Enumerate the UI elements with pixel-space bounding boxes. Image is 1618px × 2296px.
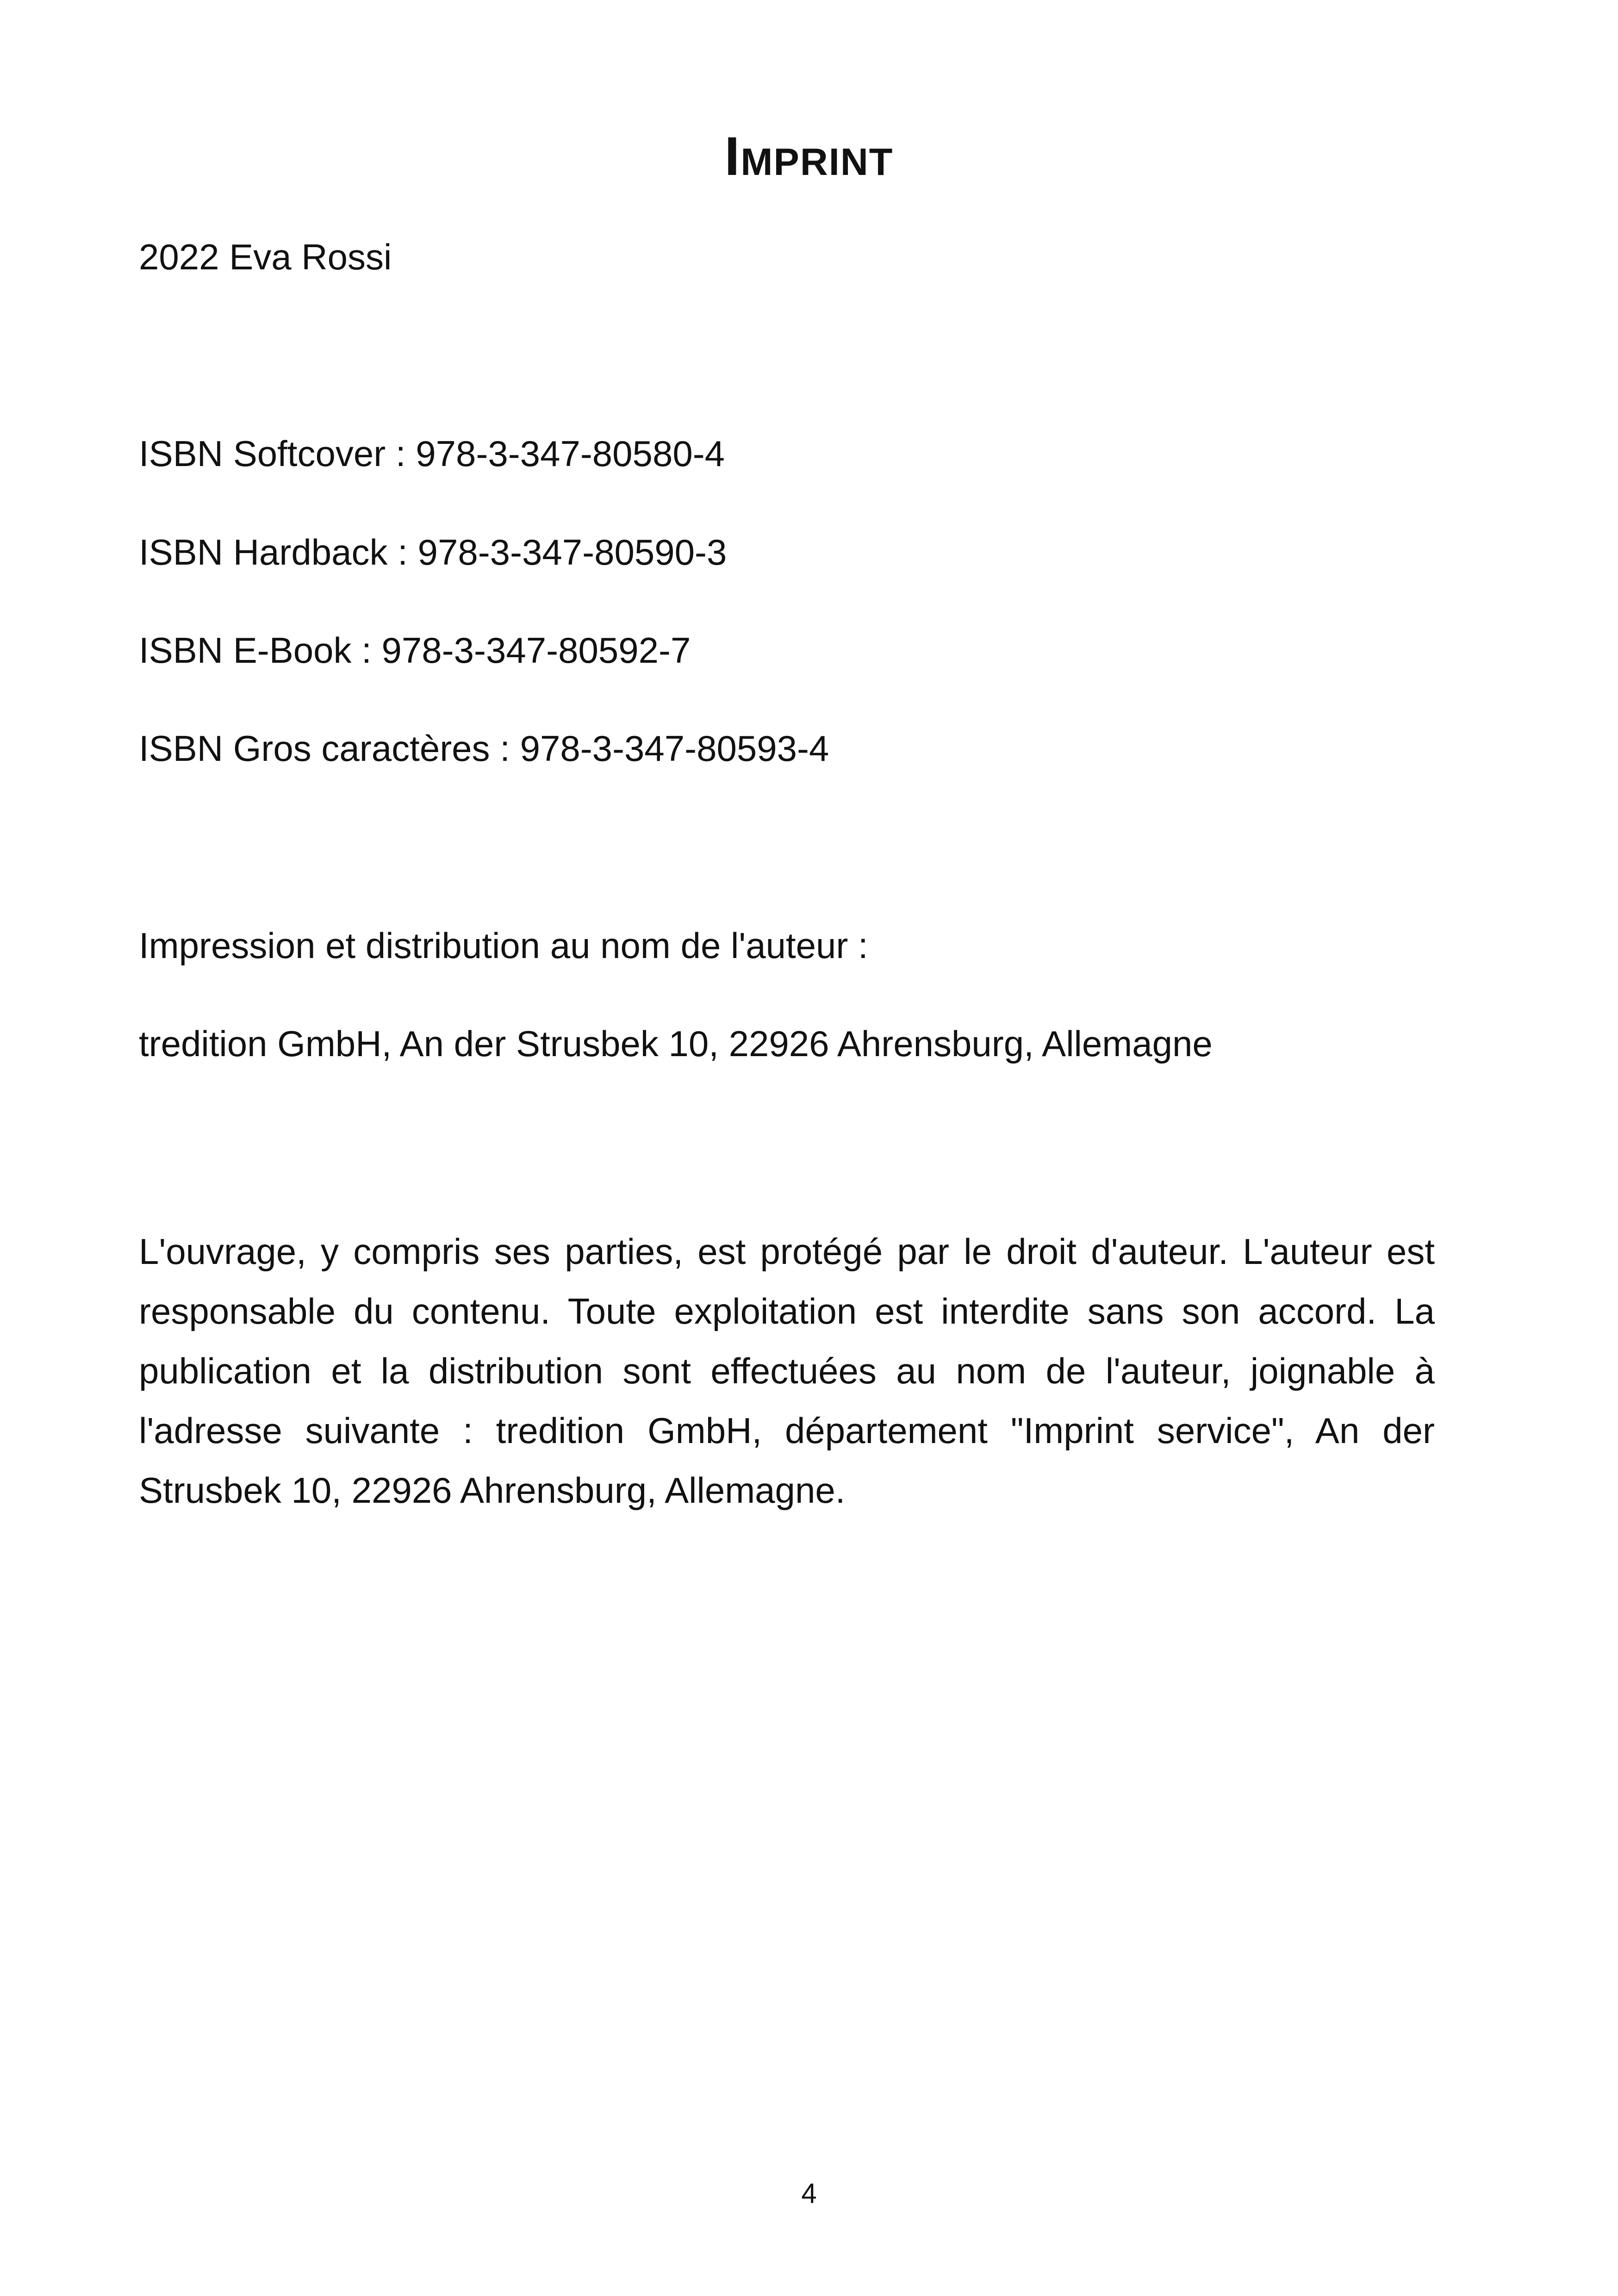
distribution-heading: Impression et distribution au nom de l'auteur : [139, 925, 868, 966]
page-number: 4 [801, 2178, 817, 2209]
legal-notice: L'ouvrage, y compris ses parties, est protégé par le droit d'auteur. L'auteur est responsable du contenu. Toute exploitation est interdite sans son accord. La publication et la distribution sont effectuées au nom de l'auteur, joignable à l'adresse suivante : tredition GmbH, département "Imprint service", An der Strusbek 10, 22926 Ahrensburg, Allemagne. [139, 1231, 1435, 1511]
distribution-address: tredition GmbH, An der Strusbek 10, 22926 Ahrensburg, Allemagne [139, 1023, 1213, 1064]
copyright-line: 2022 Eva Rossi [139, 236, 392, 277]
isbn-hardback: ISBN Hardback : 978-3-347-80590-3 [139, 532, 727, 572]
isbn-softcover: ISBN Softcover : 978-3-347-80580-4 [139, 433, 725, 474]
page-title: Imprint [724, 126, 894, 187]
isbn-ebook: ISBN E-Book : 978-3-347-80592-7 [139, 630, 691, 671]
isbn-large-print: ISBN Gros caractères : 978-3-347-80593-4 [139, 728, 829, 769]
